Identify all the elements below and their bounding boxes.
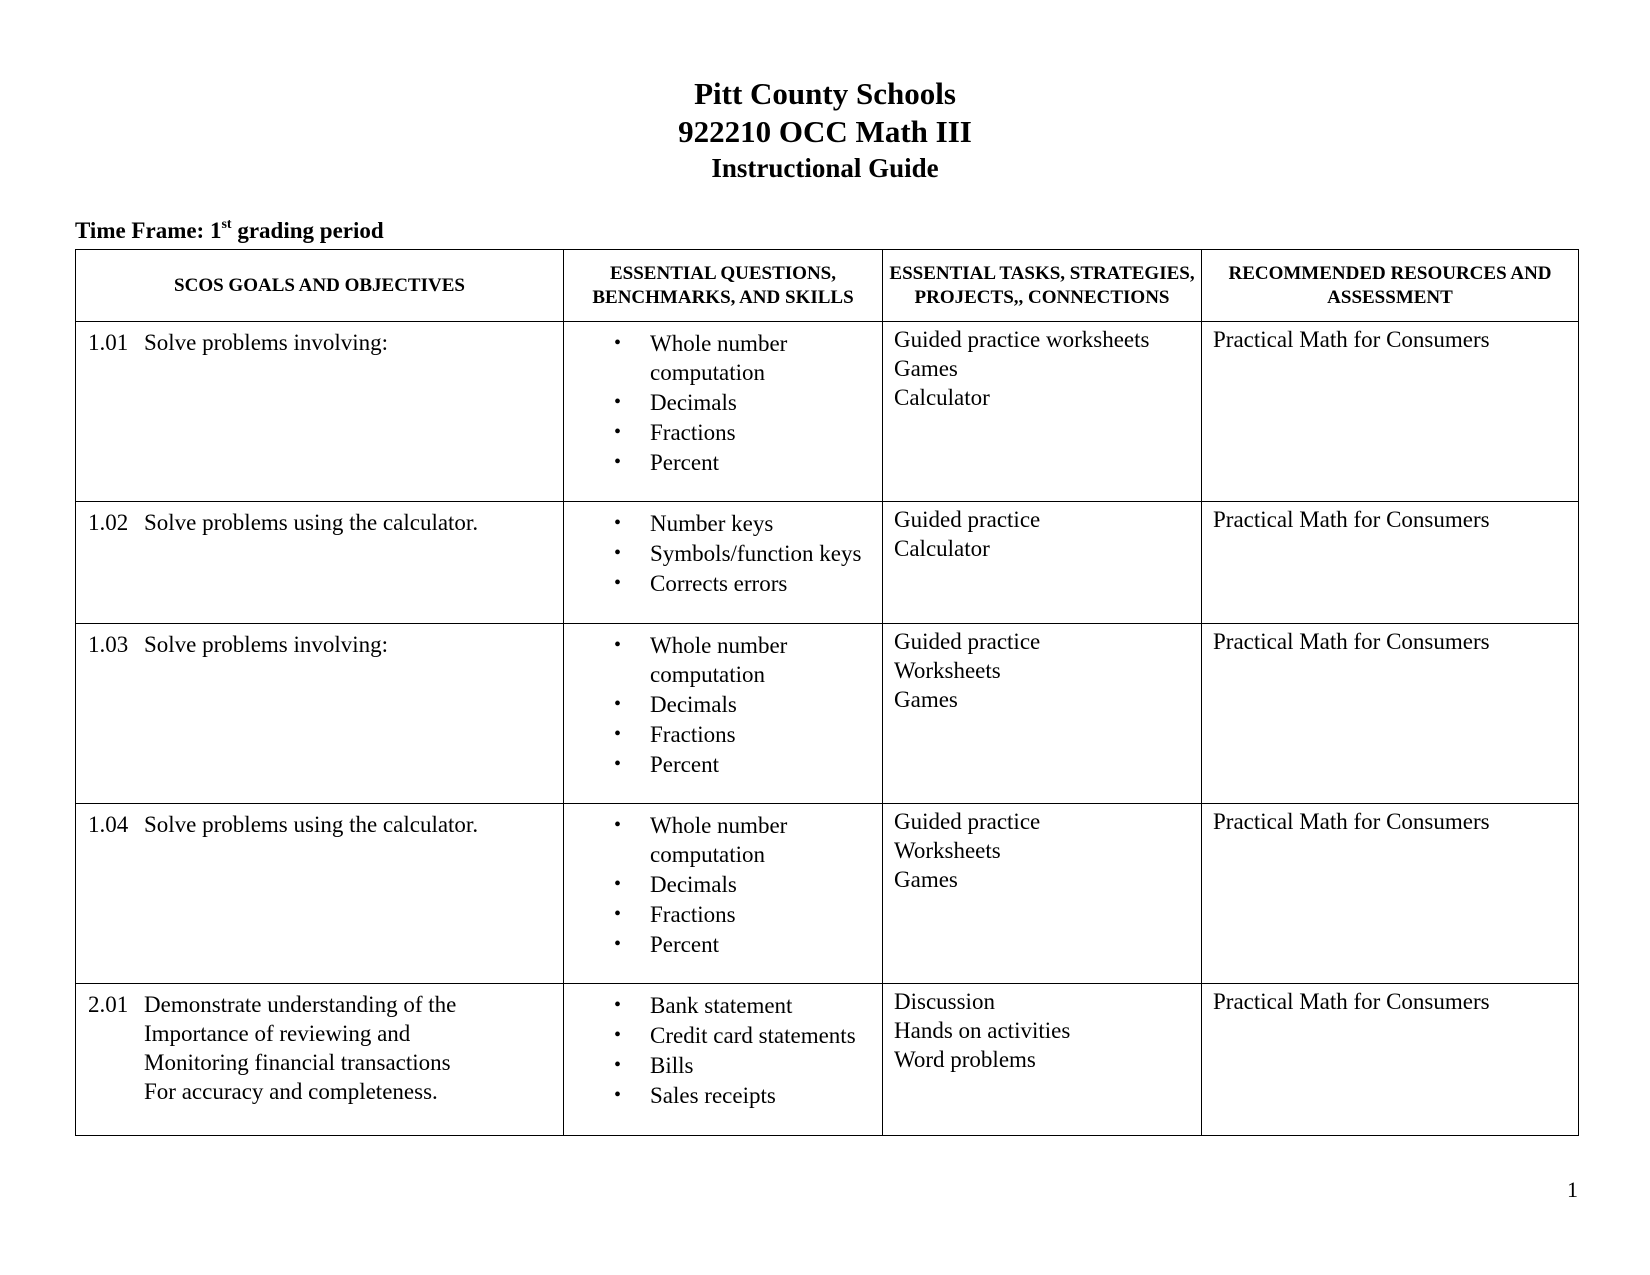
list-item: • Fractions [614, 902, 736, 927]
header-resources: RECOMMENDED RESOURCES AND ASSESSMENT [1202, 250, 1579, 322]
bullet-icon: • [614, 873, 622, 895]
bullet-icon: • [614, 1024, 622, 1046]
table-row [76, 984, 1579, 1136]
objective-number: 1.01 [88, 330, 129, 355]
objective-text: Solve problems using the calculator. [144, 812, 479, 837]
list-item: • Bills [614, 1053, 694, 1078]
list-item: • Fractions [614, 722, 736, 747]
bullet-icon: • [614, 332, 622, 354]
page-number: 1 [1567, 1177, 1578, 1202]
list-item: • Percent [614, 450, 719, 475]
list-item: • Sales receipts [614, 1083, 776, 1108]
table-row [76, 322, 1579, 502]
tasks-cell [883, 502, 1202, 624]
list-item: • Percent [614, 752, 719, 777]
bullet-icon: • [614, 693, 622, 715]
header-tasks: ESSENTIAL TASKS, STRATEGIES, PROJECTS,, CONNECTIONS [883, 250, 1202, 322]
bullet-icon: • [614, 421, 622, 443]
skills-cell [564, 502, 883, 624]
objective-text: Solve problems using the calculator. [144, 510, 479, 535]
task-line: Games [894, 687, 958, 712]
resource-line: Practical Math for Consumers [1213, 507, 1490, 532]
bullet-icon: • [614, 512, 622, 534]
tasks-cell [883, 624, 1202, 804]
task-line: Guided practice [894, 507, 1041, 532]
bullet-icon: • [614, 903, 622, 925]
bullet-icon: • [614, 572, 622, 594]
resources-cell [1202, 502, 1579, 624]
task-line: Games [894, 867, 958, 892]
school-name: Pitt County Schools [694, 76, 956, 111]
list-item: • Bank statement [614, 993, 793, 1018]
objective-text: Demonstrate understanding of the Importance of reviewing and Monitoring financial transactions For accuracy and completeness. [144, 992, 457, 1104]
list-item: • Decimals [614, 692, 737, 717]
list-item: • Symbols/function keys [614, 541, 862, 566]
list-item: • Fractions [614, 420, 736, 445]
bullet-icon: • [614, 814, 622, 836]
header-goals: SCOS GOALS AND OBJECTIVES [76, 250, 564, 322]
objective-number: 1.04 [88, 812, 129, 837]
resource-line: Practical Math for Consumers [1213, 629, 1490, 654]
list-item: • Whole number computation [614, 331, 788, 385]
task-line: Hands on activities [894, 1018, 1071, 1043]
table-header-row [76, 250, 1579, 322]
resource-line: Practical Math for Consumers [1213, 989, 1490, 1014]
task-line: Discussion [894, 989, 995, 1014]
task-line: Games [894, 356, 958, 381]
task-line: Calculator [894, 385, 990, 410]
list-item: • Decimals [614, 390, 737, 415]
tasks-cell [883, 322, 1202, 502]
bullet-icon: • [614, 933, 622, 955]
objective-number: 2.01 [88, 992, 129, 1017]
resources-cell [1202, 984, 1579, 1136]
bullet-icon: • [614, 753, 622, 775]
bullet-icon: • [614, 542, 622, 564]
course-name: 922210 OCC Math III [678, 114, 972, 149]
task-line: Guided practice [894, 629, 1041, 654]
task-line: Guided practice worksheets [894, 327, 1150, 352]
time-frame-suffix: grading period [231, 218, 384, 243]
list-item: • Number keys [614, 511, 774, 536]
time-frame [75, 217, 384, 245]
time-frame-ordinal: st [221, 217, 232, 232]
table-row [76, 624, 1579, 804]
resources-cell [1202, 322, 1579, 502]
guide-title: Instructional Guide [711, 153, 939, 183]
resource-line: Practical Math for Consumers [1213, 809, 1490, 834]
bullet-icon: • [614, 391, 622, 413]
list-item: • Whole number computation [614, 813, 788, 867]
table-row [76, 502, 1579, 624]
bullet-icon: • [614, 634, 622, 656]
skills-cell [564, 804, 883, 984]
document-title-block [0, 75, 1650, 185]
task-line: Worksheets [894, 838, 1001, 863]
skills-cell [564, 322, 883, 502]
bullet-icon: • [614, 994, 622, 1016]
skills-cell [564, 624, 883, 804]
objective-cell [76, 804, 564, 984]
objective-cell [76, 502, 564, 624]
objective-text: Solve problems involving: [144, 330, 389, 355]
objective-cell [76, 624, 564, 804]
time-frame-label: Time Frame: 1 [75, 218, 222, 243]
bullet-icon: • [614, 451, 622, 473]
tasks-cell [883, 804, 1202, 984]
skills-cell [564, 984, 883, 1136]
table-row [76, 804, 1579, 984]
objective-cell [76, 322, 564, 502]
bullet-icon: • [614, 1054, 622, 1076]
list-item: • Credit card statements [614, 1023, 856, 1048]
tasks-cell [883, 984, 1202, 1136]
bullet-icon: • [614, 723, 622, 745]
objective-number: 1.02 [88, 510, 129, 535]
objective-number: 1.03 [88, 632, 129, 657]
list-item: • Percent [614, 932, 719, 957]
list-item: • Whole number computation [614, 633, 788, 687]
task-line: Word problems [894, 1047, 1036, 1072]
task-line: Calculator [894, 536, 990, 561]
list-item: • Corrects errors [614, 571, 788, 596]
task-line: Guided practice [894, 809, 1041, 834]
objective-cell [76, 984, 564, 1136]
header-questions: ESSENTIAL QUESTIONS, BENCHMARKS, AND SKILLS [564, 250, 883, 322]
list-item: • Decimals [614, 872, 737, 897]
task-line: Worksheets [894, 658, 1001, 683]
bullet-icon: • [614, 1084, 622, 1106]
resource-line: Practical Math for Consumers [1213, 327, 1490, 352]
resources-cell [1202, 804, 1579, 984]
instructional-guide-table [75, 249, 1579, 1136]
objective-text: Solve problems involving: [144, 632, 389, 657]
resources-cell [1202, 624, 1579, 804]
